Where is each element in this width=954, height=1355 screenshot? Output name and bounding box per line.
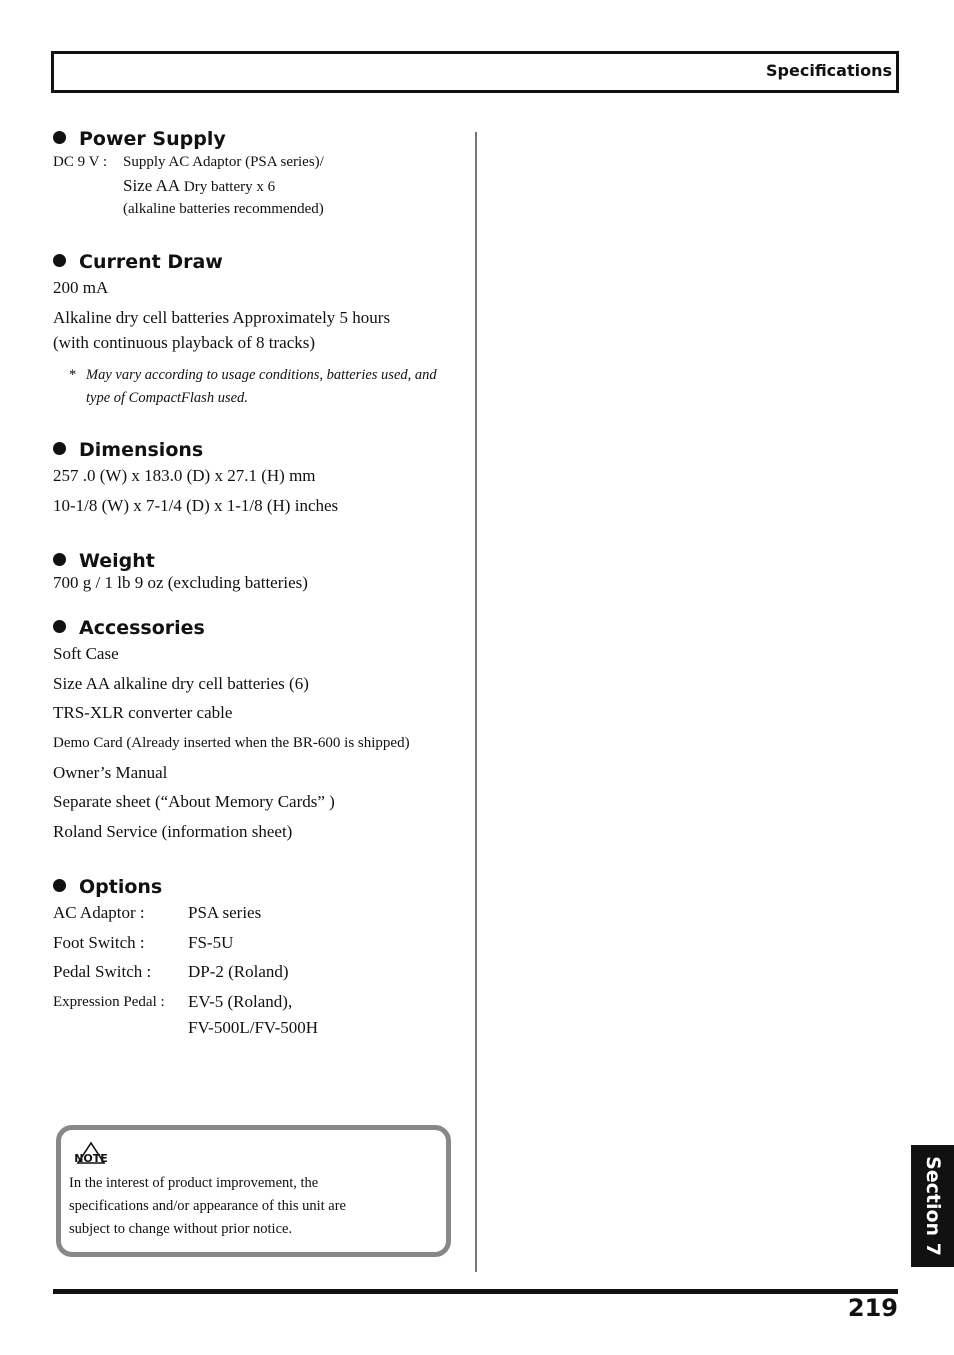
accessory-item: TRS-XLR converter cable [53,703,233,722]
page-number: 219 [847,1294,898,1322]
option-value: DP-2 (Roland) [188,962,289,981]
option-label: Foot Switch : [53,933,145,952]
header-title: Specifications [766,61,892,80]
accessory-item: Owner’s Manual [53,763,168,782]
options-heading: Options [53,876,162,898]
accessories-heading: Accessories [53,617,205,639]
option-value: FS-5U [188,933,234,952]
accessory-item: Separate sheet (“About Memory Cards” ) [53,792,335,811]
note-line: type of CompactFlash used. [86,390,248,406]
section-tab [911,1145,954,1267]
section-tab-label: Section 7 [921,1156,944,1256]
note-line: subject to change without prior notice. [69,1221,293,1237]
weight-value: 700 g / 1 lb 9 oz (excluding batteries) [53,573,308,592]
accessory-item: Soft Case [53,644,119,663]
power-supply-label: DC 9 V : [53,154,108,170]
column-divider [475,132,477,1272]
accessory-item: Size AA alkaline dry cell batteries (6) [53,674,309,693]
header-bar [51,51,899,93]
dimensions-heading: Dimensions [53,439,203,461]
dimensions-metric: 257 .0 (W) x 183.0 (D) x 27.1 (H) mm [53,466,316,485]
dimensions-imperial: 10-1/8 (W) x 7-1/4 (D) x 1-1/8 (H) inches [53,496,339,515]
current-draw-line2: (with continuous playback of 8 tracks) [53,333,316,352]
current-draw-heading: Current Draw [53,251,223,273]
footer-rule [53,1289,898,1294]
note-line: specifications and/or appearance of this unit are [69,1198,346,1214]
note-icon-label: NOTE [74,1152,108,1165]
option-value: EV-5 (Roland), [188,992,293,1011]
option-label: Pedal Switch : [53,962,152,981]
option-label: AC Adaptor : [53,903,145,922]
note-marker: * [69,367,77,383]
note-icon [72,1141,110,1171]
bullet-icon [53,254,66,267]
power-supply-line2: Size AA Dry battery x 6 [123,176,276,195]
current-draw-value: 200 mA [53,278,109,297]
option-value: FV-500L/FV-500H [188,1018,319,1037]
power-supply-heading: Power Supply [53,128,226,150]
option-value: PSA series [188,903,262,922]
bullet-icon [53,442,66,455]
weight-heading: Weight [53,550,155,572]
power-supply-line1: Supply AC Adaptor (PSA series)/ [123,154,324,170]
bullet-icon [53,131,66,144]
power-supply-line3: (alkaline batteries recommended) [123,201,324,217]
accessory-item: Roland Service (information sheet) [53,822,293,841]
note-line: In the interest of product improvement, the [69,1175,319,1191]
bullet-icon [53,553,66,566]
bullet-icon [53,620,66,633]
accessory-item: Demo Card (Already inserted when the BR-600 is shipped) [53,735,410,751]
note-line: May vary according to usage conditions, batteries used, and [86,367,437,383]
option-label: Expression Pedal : [53,994,165,1010]
bullet-icon [53,879,66,892]
current-draw-line1: Alkaline dry cell batteries Approximately 5 hours [53,308,391,327]
